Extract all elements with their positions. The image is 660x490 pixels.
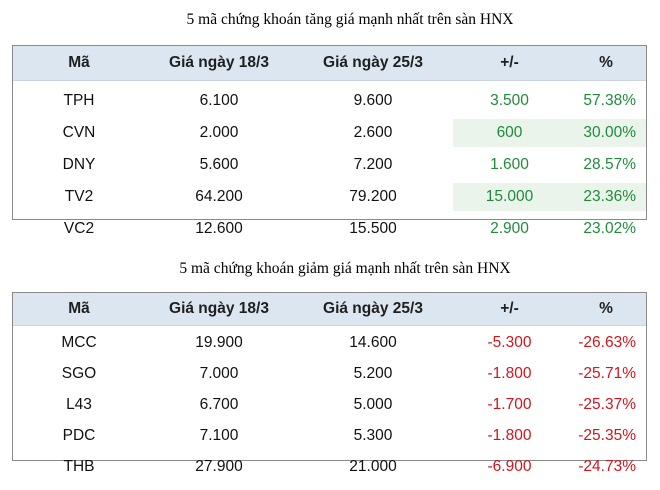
table-row	[13, 119, 646, 147]
price-25-3: 2.600	[353, 124, 393, 141]
stock-code: VC2	[63, 220, 95, 237]
price-change: -1.700	[487, 396, 532, 413]
percent-change: -26.63%	[578, 334, 636, 351]
price-25-3: 7.200	[353, 156, 393, 173]
header-change: +/-	[500, 300, 519, 317]
table-row	[13, 87, 646, 115]
gainers-title: 5 mã chứng khoán tăng giá mạnh nhất trên sàn HNX	[186, 11, 514, 28]
stock-code: TV2	[64, 188, 94, 205]
losers-title: 5 mã chứng khoán giảm giá mạnh nhất trên sàn HNX	[179, 260, 511, 277]
price-25-3: 5.200	[353, 365, 393, 382]
percent-change: -25.37%	[578, 396, 636, 413]
percent-change: 23.02%	[583, 220, 636, 237]
percent-change: 57.38%	[583, 92, 636, 109]
price-change: -6.900	[487, 458, 532, 475]
table-row	[13, 151, 646, 179]
price-change: 600	[453, 119, 566, 147]
price-18-3: 7.100	[199, 427, 239, 444]
price-25-3: 9.600	[353, 92, 393, 109]
price-18-3: 7.000	[199, 365, 239, 382]
price-18-3: 6.100	[199, 92, 239, 109]
header-percent: %	[599, 54, 613, 71]
percent-change: -24.73%	[578, 458, 636, 475]
price-25-3: 14.600	[349, 334, 397, 351]
price-change: -5.300	[487, 334, 532, 351]
header-price-18-3: Giá ngày 18/3	[169, 54, 269, 71]
table-header-row	[13, 293, 646, 326]
stock-code: CVN	[62, 124, 96, 141]
table-row	[13, 453, 646, 481]
stock-code: DNY	[62, 156, 96, 173]
price-25-3: 15.500	[349, 220, 397, 237]
price-change: -1.800	[487, 365, 532, 382]
stock-code: TPH	[63, 92, 95, 109]
price-25-3: 79.200	[349, 188, 397, 205]
price-18-3: 19.900	[195, 334, 243, 351]
price-change: 3.500	[490, 92, 529, 109]
stock-code: SGO	[61, 365, 97, 382]
percent-change: 23.36%	[566, 183, 646, 211]
header-price-25-3: Giá ngày 25/3	[323, 300, 423, 317]
price-change: 15.000	[453, 183, 566, 211]
percent-change: -25.71%	[578, 365, 636, 382]
price-18-3: 27.900	[195, 458, 243, 475]
table-row	[13, 422, 646, 450]
price-change: 1.600	[490, 156, 529, 173]
header-change: +/-	[500, 54, 519, 71]
price-18-3: 2.000	[199, 124, 239, 141]
percent-change: -25.35%	[578, 427, 636, 444]
price-18-3: 6.700	[199, 396, 239, 413]
header-code: Mã	[68, 54, 90, 71]
price-25-3: 21.000	[349, 458, 397, 475]
header-code: Mã	[68, 300, 90, 317]
losers-table	[12, 292, 647, 475]
stock-code: THB	[63, 458, 95, 475]
price-change: 2.900	[490, 220, 529, 237]
header-percent: %	[599, 300, 613, 317]
table-row	[13, 329, 646, 357]
stock-code: L43	[66, 396, 92, 413]
table-header-row	[13, 46, 646, 81]
stock-code: MCC	[61, 334, 97, 351]
price-18-3: 12.600	[195, 220, 243, 237]
table-row	[13, 215, 646, 243]
price-25-3: 5.300	[353, 427, 393, 444]
price-18-3: 5.600	[199, 156, 239, 173]
table-row	[13, 360, 646, 388]
table-row	[13, 391, 646, 419]
table-row	[13, 183, 646, 211]
percent-change: 28.57%	[583, 156, 636, 173]
header-price-18-3: Giá ngày 18/3	[169, 300, 269, 317]
gainers-table	[12, 45, 647, 237]
percent-change: 30.00%	[566, 119, 646, 147]
price-25-3: 5.000	[353, 396, 393, 413]
header-price-25-3: Giá ngày 25/3	[323, 54, 423, 71]
price-change: -1.800	[487, 427, 532, 444]
stock-code: PDC	[62, 427, 96, 444]
price-18-3: 64.200	[195, 188, 243, 205]
